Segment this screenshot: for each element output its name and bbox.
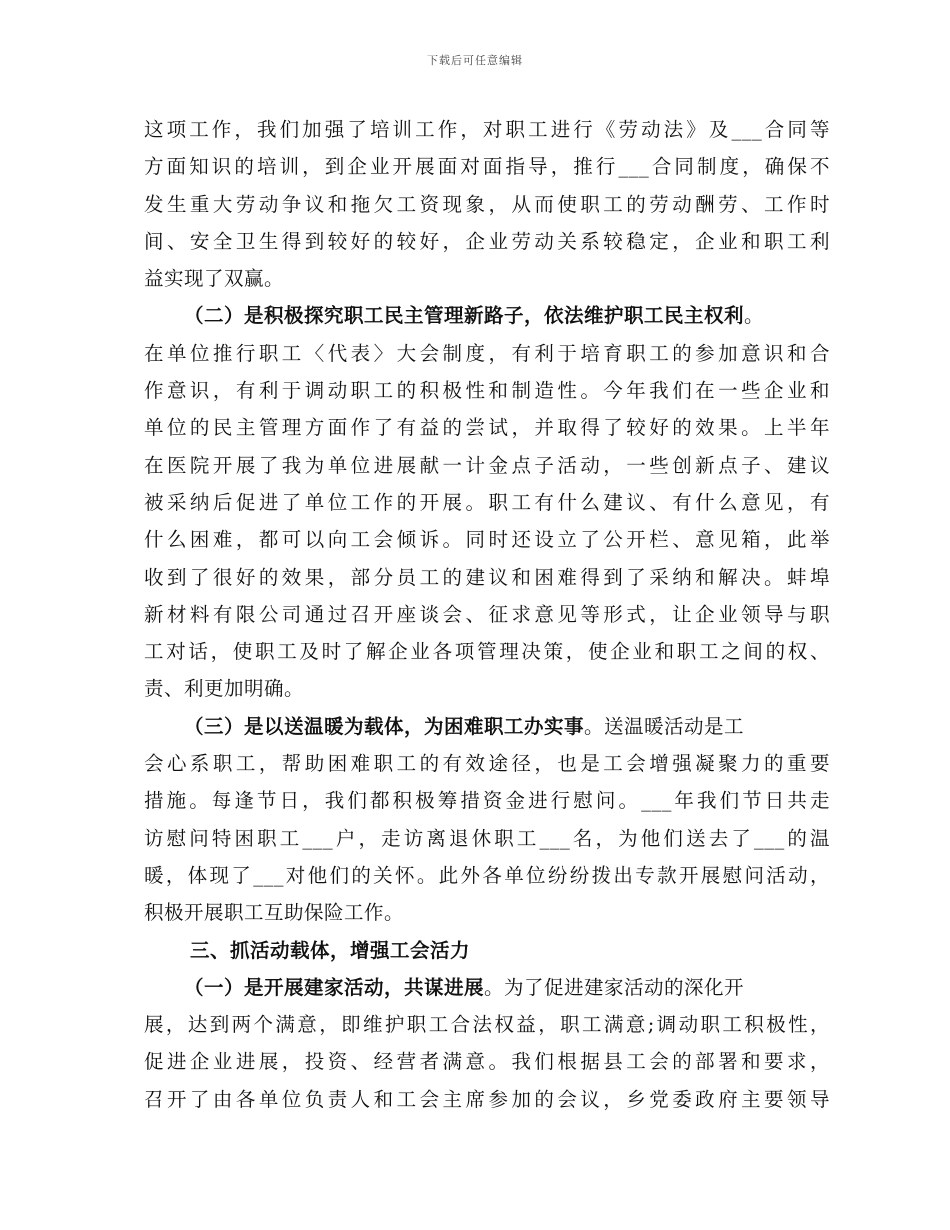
text-line xyxy=(144,932,830,969)
text-line xyxy=(144,447,830,484)
body-text: 在单位推行职工〈代表〉大会制度，有利于培育职工的参加意识和合 xyxy=(144,341,830,365)
text-line xyxy=(144,782,830,819)
text-line xyxy=(144,1043,830,1080)
text-line xyxy=(144,111,830,148)
text-line xyxy=(144,857,830,894)
text-line xyxy=(144,186,830,223)
body-text: 被采纳后促进了单位工作的开展。职工有什么建议、有什么意见，有 xyxy=(144,490,830,514)
text-line xyxy=(144,521,830,558)
text-line xyxy=(144,335,830,372)
body-text: 在医院开展了我为单位进展献一计金点子活动，一些创新点子、建议 xyxy=(144,453,830,477)
body-text: 方面知识的培训，到企业开展面对面指导，推行___合同制度，确保不 xyxy=(144,155,830,179)
text-line xyxy=(144,1006,830,1043)
body-text: 间、安全卫生得到较好的较好，企业劳动关系较稳定，企业和职工利 xyxy=(144,229,830,253)
heading-text: （二）是积极探究职工民主管理新路子，依法维护职工民主权利 xyxy=(184,304,745,328)
text-line xyxy=(144,969,830,1006)
body-text: 。 xyxy=(744,304,765,328)
body-text: 收到了很好的效果，部分员工的建议和困难得到了采纳和解决。蚌埠 xyxy=(144,565,830,589)
body-text: 益实现了双赢。 xyxy=(144,267,285,291)
text-line xyxy=(144,484,830,521)
body-text: 工对话，使职工及时了解企业各项管理决策，使企业和职工之间的权、 xyxy=(144,640,830,664)
text-line xyxy=(144,633,830,670)
text-line xyxy=(144,894,830,931)
text-line xyxy=(144,745,830,782)
text-line xyxy=(144,820,830,857)
body-text: 责、利更加明确。 xyxy=(144,677,305,701)
heading-text: 三、抓活动载体，增强工会活力 xyxy=(190,938,471,962)
document-body xyxy=(144,111,830,1118)
body-text: 暖，体现了___对他们的关怀。此外各单位纷纷拨出专款开展慰问活动， xyxy=(144,863,830,887)
body-text: 措施。每逢节日，我们都积极筹措资金进行慰问。___年我们节日共走 xyxy=(144,789,830,813)
body-text: 什么困难，都可以向工会倾诉。同时还设立了公开栏、意见箱，此举 xyxy=(144,528,830,552)
body-text: 会心系职工，帮助困难职工的有效途径，也是工会增强凝聚力的重要 xyxy=(144,752,830,776)
body-text: 访慰问特困职工___户，走访离退休职工___名，为他们送去了___的温 xyxy=(144,826,830,850)
body-text: 发生重大劳动争议和拖欠工资现象，从而使职工的劳动酬劳、工作时 xyxy=(144,192,830,216)
text-line xyxy=(144,372,830,409)
body-text: 展，达到两个满意，即维护职工合法权益，职工满意;调动职工积极性， xyxy=(144,1013,830,1037)
text-line xyxy=(144,409,830,446)
body-text: 积极开展职工互助保险工作。 xyxy=(144,901,405,925)
text-line xyxy=(144,670,830,707)
text-line xyxy=(144,708,830,745)
body-text: 。为了促进建家活动的深化开 xyxy=(484,975,745,999)
body-text: 这项工作，我们加强了培训工作，对职工进行《劳动法》及___合同等 xyxy=(144,118,830,141)
page-header: 下载后可任意编辑 xyxy=(427,54,523,67)
text-line xyxy=(144,260,830,297)
body-text: 促进企业进展，投资、经营者满意。我们根据县工会的部署和要求， xyxy=(144,1050,830,1074)
body-text: 单位的民主管理方面作了有益的尝试，并取得了较好的效果。上半年 xyxy=(144,416,830,440)
text-line xyxy=(144,223,830,260)
body-text: 作意识，有利于调动职工的积极性和制造性。今年我们在一些企业和 xyxy=(144,379,830,403)
body-text: 新材料有限公司通过召开座谈会、征求意见等形式，让企业领导与职 xyxy=(144,602,830,626)
heading-text: （三）是以送温暖为载体，为困难职工办实事 xyxy=(184,714,585,738)
body-text: 。送温暖活动是工 xyxy=(584,714,745,738)
text-line xyxy=(144,297,830,334)
text-line xyxy=(144,1081,830,1118)
text-line xyxy=(144,596,830,633)
body-text: 召开了由各单位负责人和工会主席参加的会议，乡党委政府主要领导 xyxy=(144,1087,830,1111)
heading-text: （一）是开展建家活动，共谋进展 xyxy=(184,975,485,999)
text-line xyxy=(144,148,830,185)
text-line xyxy=(144,559,830,596)
